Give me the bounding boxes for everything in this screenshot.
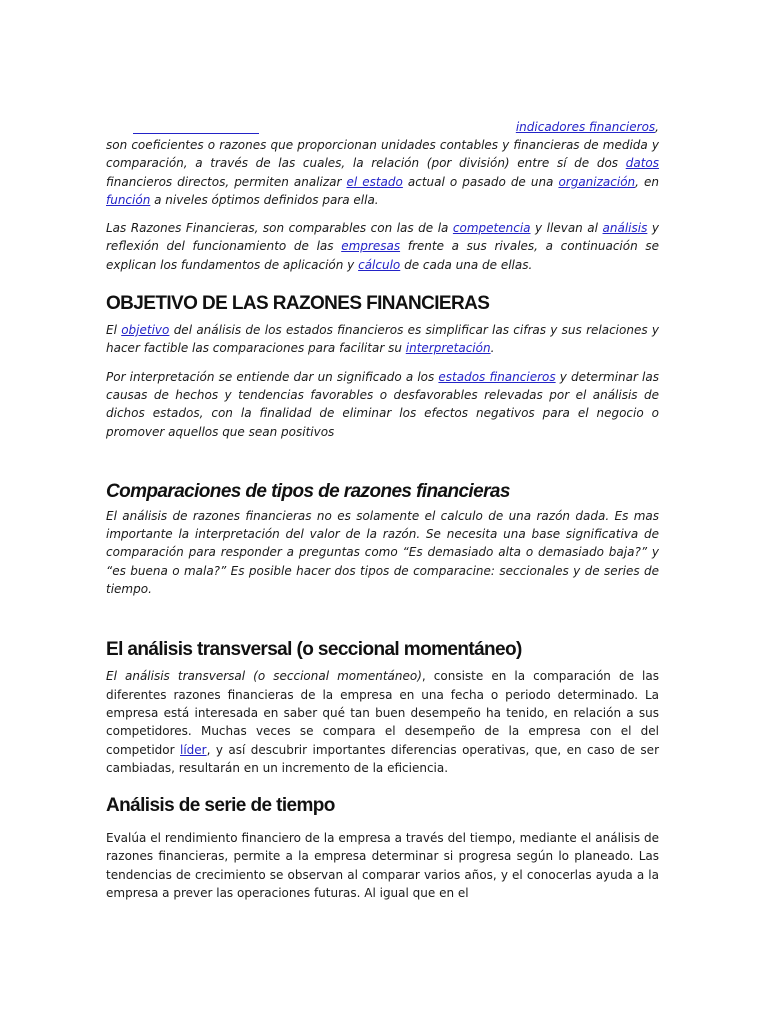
- heading-objetivo: OBJETIVO DE LAS RAZONES FINANCIERAS: [106, 293, 490, 315]
- text-run: de cada una de ellas.: [400, 257, 533, 272]
- document-page: [106, 0, 659, 902]
- serie-paragraph: Evalúa el rendimiento financiero de la empresa a través del tiempo, mediante el análisis de razones financieras, permite a la empresa determinar si progresa según lo planeado. Las tendencias de crecimiento se observan al comparar varios años, y el conocerlas ayuda a la empresa a prever las operaciones futuras. Al igual que en el: [106, 831, 659, 901]
- text-run: , y así descubrir importantes diferencias operativas, que, en caso de ser cambiadas, resultarán en un incremento de la eficiencia.: [106, 742, 660, 775]
- heading-serie-de-tiempo: Análisis de serie de tiempo: [106, 795, 335, 817]
- comparaciones-paragraph: El análisis de razones financieras no es solamente el calculo de una razón dada. Es mas importante la interpretación del valor de la razón. Se necesita una base significativa de comparación para responder a preguntas como “Es demasiado alta o demasiado baja?” y “es buena o mala?” Es posible hacer dos tipos de comparacine: seccionales y de series de tiempo.: [106, 508, 659, 597]
- link-datos[interactable]: datos: [625, 156, 659, 171]
- text-run: actual o pasado de una: [402, 174, 559, 189]
- intro-paragraph-1: [106, 136, 659, 209]
- link-analisis[interactable]: análisis: [602, 221, 648, 236]
- link-el-estado[interactable]: el estado: [346, 174, 403, 189]
- link-calculo[interactable]: cálculo: [358, 257, 401, 272]
- intro-paragraph-2: [106, 219, 659, 274]
- text-run: y reflexión del funcionamiento de las: [106, 221, 659, 254]
- intro-top-row: [106, 118, 659, 136]
- text-run: El: [106, 323, 122, 338]
- heading-transversal: El análisis transversal (o seccional momentáneo): [106, 639, 522, 661]
- link-objetivo[interactable]: objetivo: [121, 323, 170, 338]
- text-run: financieros directos, permiten analizar: [106, 174, 347, 189]
- intro-top-link-wrap: [516, 118, 659, 136]
- text-run: , en: [635, 174, 659, 189]
- text-run: Por interpretación se entiende dar un significado a los: [106, 369, 439, 384]
- text-run: Las Razones Financieras, son comparables con las de la: [106, 221, 453, 236]
- text-run-italic: El análisis transversal (o seccional momentáneo): [106, 669, 422, 684]
- text-run: .: [490, 341, 495, 356]
- text-run: a niveles óptimos definidos para ella.: [150, 192, 379, 207]
- link-estados-financieros[interactable]: estados financieros: [438, 369, 556, 384]
- link-indicadores-financieros[interactable]: indicadores financieros: [515, 120, 656, 134]
- text-run: del análisis de los estados financieros es simplificar las cifras y sus relaciones y hacer factible las comparaciones para facilitar su: [106, 323, 659, 356]
- intro-top-link-tail: ,: [655, 120, 659, 134]
- text-run: y determinar las causas de hechos y tendencias favorables o desfavorables relevadas por el análisis de dichos estados, con la finalidad de eliminar los efectos negativos para el negocio o promover aquellos que sean positivos: [106, 369, 659, 439]
- text-run: y llevan al: [530, 221, 603, 236]
- text-run: frente a sus rivales, a continuación se explican los fundamentos de aplicación y: [106, 239, 660, 272]
- objetivo-paragraph-1: [106, 321, 659, 358]
- link-interpretacion[interactable]: interpretación: [405, 341, 491, 356]
- link-funcion[interactable]: función: [106, 192, 151, 207]
- text-run: son coeficientes o razones que proporcionan unidades contables y financieras de medida y comparación, a través de las cuales, la relación (por división) entre sí de dos: [106, 138, 659, 171]
- link-competencia[interactable]: competencia: [452, 221, 531, 236]
- link-organizacion[interactable]: organización: [558, 174, 636, 189]
- link-lider[interactable]: líder: [180, 742, 207, 757]
- transversal-paragraph: [106, 667, 659, 777]
- link-underline-fragment[interactable]: [133, 133, 259, 134]
- link-empresas[interactable]: empresas: [341, 239, 401, 254]
- heading-comparaciones: Comparaciones de tipos de razones financieras: [106, 480, 510, 502]
- text-run: , consiste en la comparación de las diferentes razones financieras de la empresa en una fecha o periodo determinado. La empresa está interesada en saber qué tan buen desempeño ha tenido, en relación a sus competidores. Muchas veces se compara el desempeño de la empresa con el del competidor: [106, 669, 659, 757]
- objetivo-paragraph-2: [106, 368, 659, 441]
